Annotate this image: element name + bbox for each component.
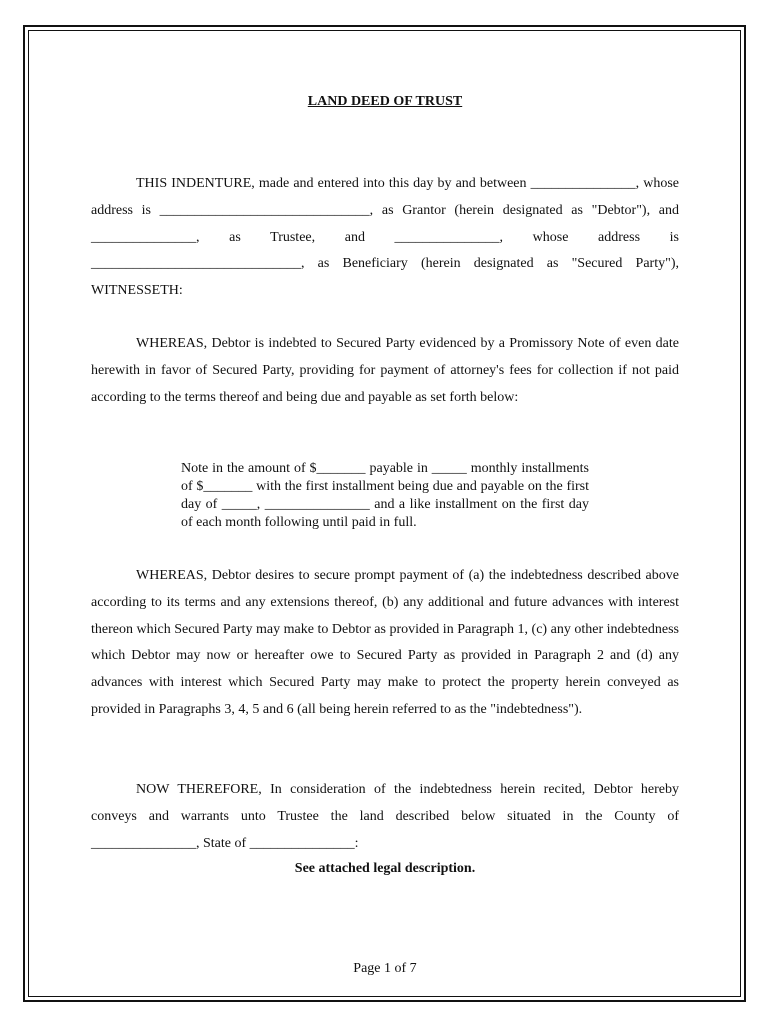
whereas-indebted-paragraph: WHEREAS, Debtor is indebted to Secured Party evidenced by a Promissory Note of even date herewith in favor of Secured Party, providing for payment of attorney's fees for collection if not paid according to the terms thereof and being due and payable as set forth below:: [91, 336, 679, 405]
now-therefore-paragraph: NOW THEREFORE, In consideration of the indebtedness herein recited, Debtor hereby conveys and warrants unto Trustee the land described below situated in the County of _______________, State of _______________:: [91, 782, 679, 851]
note-terms-block: Note in the amount of $_______ payable in _____ monthly installments of $_______ with the first installment being due and payable on the first day of _____, _______________ and a like installment on the first day of each month following until paid in full.: [181, 461, 589, 530]
legal-description-note: See attached legal description.: [294, 861, 476, 876]
page-number: Page 1 of 7: [353, 961, 417, 976]
whereas-secure-paragraph: WHEREAS, Debtor desires to secure prompt payment of (a) the indebtedness described above according to its terms and any extensions thereof, (b) any additional and future advances with interest thereon which Secured Party may make to Debtor as provided in Paragraph 1, (c) any other indebtedness which Debtor may now or hereafter owe to Secured Party as provided in Paragraph 2 and (d) any advances with interest which Secured Party may make to protect the property herein conveyed as provided in Paragraphs 3, 4, 5 and 6 (all being herein referred to as the "indebtedness").: [91, 568, 679, 717]
document-title: LAND DEED OF TRUST: [307, 94, 463, 109]
indenture-paragraph: THIS INDENTURE, made and entered into this day by and between _______________, whose address is ______________________________, as Grantor (herein designated as "Debtor"), and _______________, as Trustee, and _______________, whose address is ______________________________, as Beneficiary (herein designated as "Secured Party"), WITNESSETH:: [91, 176, 679, 299]
